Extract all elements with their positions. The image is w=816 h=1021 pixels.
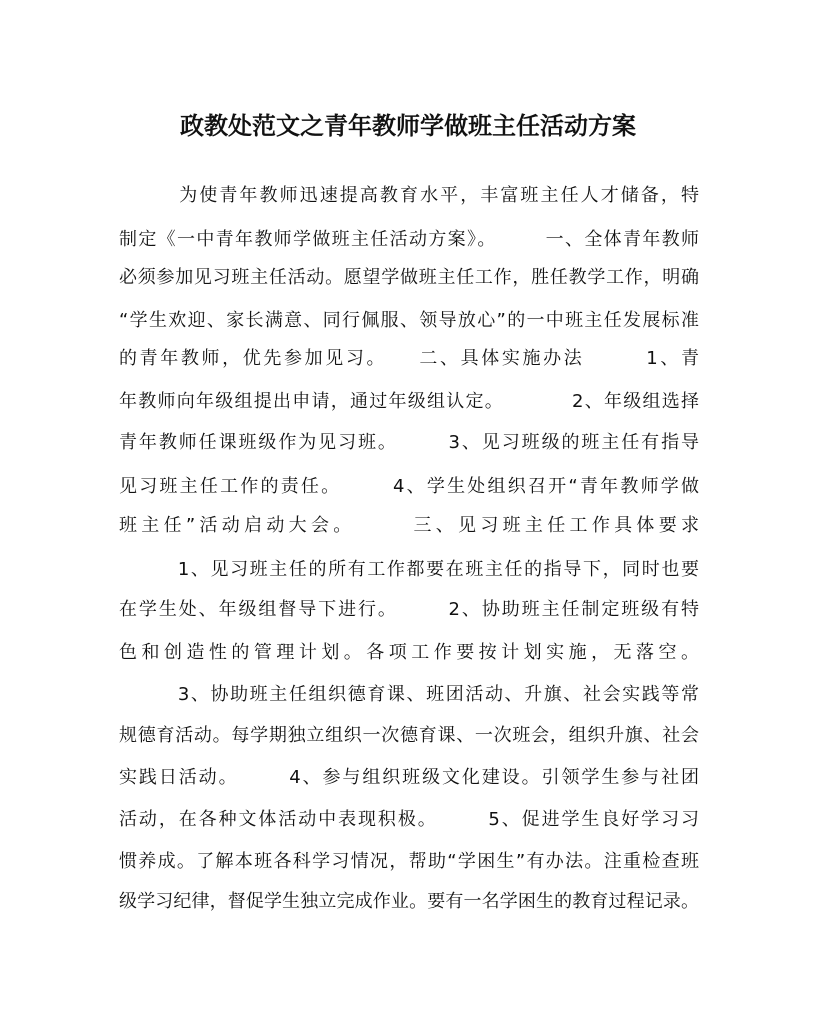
body-line-17: 惯养成。了解本班各科学习情况，帮助“学困生”有办法。注重检查班	[119, 851, 699, 872]
body-line-2: 制定《一中青年教师学做班主任活动方案》。 一、全体青年教师	[119, 229, 699, 250]
body-line-3: 必须参加见习班主任活动。愿望学做班主任工作，胜任教学工作，明确	[119, 267, 699, 288]
body-line-14: 规德育活动。每学期独立组织一次德育课、一次班会，组织升旗、社会	[119, 725, 699, 746]
body-line-16: 活动，在各种文体活动中表现积极。 5、促进学生良好学习习	[119, 809, 699, 830]
body-line-5: 的青年教师，优先参加见习。 二、具体实施办法 1、青	[119, 348, 699, 369]
body-line-18: 级学习纪律，督促学生独立完成作业。要有一名学困生的教育过程记录。	[119, 891, 699, 912]
body-line-12: 色和创造性的管理计划。各项工作要按计划实施，无落空。	[119, 642, 699, 663]
body-line-1: 为使青年教师迅速提高教育水平，丰富班主任人才储备，特	[119, 185, 699, 206]
document-title: 政教处范文之青年教师学做班主任活动方案	[180, 111, 636, 140]
body-line-11: 在学生处、年级组督导下进行。 2、协助班主任制定班级有特	[119, 599, 699, 620]
body-line-6: 年教师向年级组提出申请，通过年级组认定。 2、年级组选择	[119, 391, 699, 412]
body-line-7: 青年教师任课班级作为见习班。 3、见习班级的班主任有指导	[119, 432, 699, 453]
body-line-8: 见习班主任工作的责任。 4、学生处组织召开“青年教师学做	[119, 476, 699, 497]
body-line-4: “学生欢迎、家长满意、同行佩服、领导放心”的一中班主任发展标准	[119, 310, 699, 331]
body-line-13: 3、协助班主任组织德育课、班团活动、升旗、社会实践等常	[119, 684, 699, 705]
body-line-15: 实践日活动。 4、参与组织班级文化建设。引领学生参与社团	[119, 767, 699, 788]
body-line-10: 1、见习班主任的所有工作都要在班主任的指导下，同时也要	[119, 559, 699, 580]
body-line-9: 班主任”活动启动大会。 三、见习班主任工作具体要求	[119, 515, 699, 536]
